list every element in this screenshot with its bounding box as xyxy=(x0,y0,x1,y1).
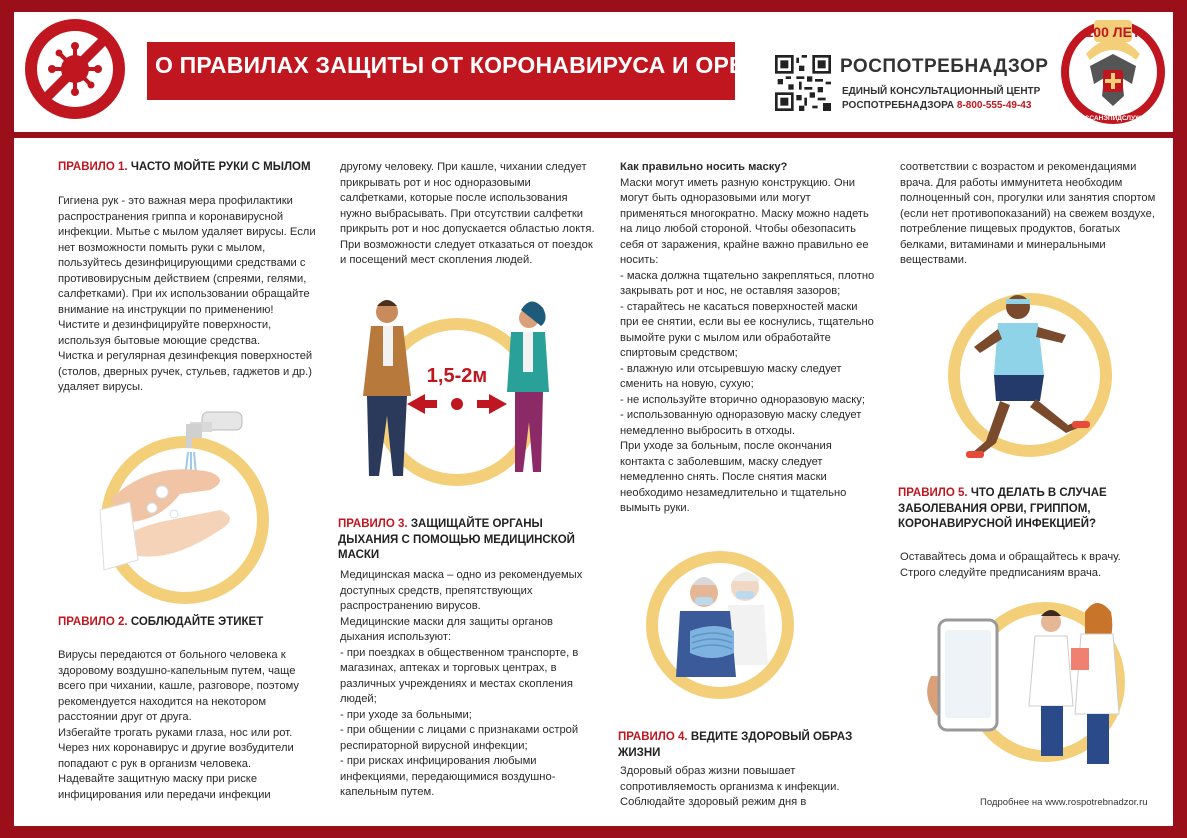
rule3-item-1: - при поездках в общественном транспорте, в магазинах, аптеках и торговых центрах, в различных учреждениях и местах скопления людей; xyxy=(340,646,579,705)
page-title: О ПРАВИЛАХ ЗАЩИТЫ ОТ КОРОНАВИРУСА И ОРВИ xyxy=(155,52,763,78)
qr-code-icon[interactable] xyxy=(775,55,831,111)
rule5-paragraph-1: Оставайтесь дома и обращайтесь к врачу. xyxy=(900,551,1121,563)
no-virus-icon xyxy=(22,16,128,122)
col2-paragraph-1: другому человеку. При кашле, чихании следует прикрывать рот и нос одноразовыми салфетками, которые после использования нужно выбрасывать. При отсутствии салфетки прикрыть рот и нос допускается областью локтя. При возможности следует отказаться от поездок и посещений мест скопления людей. xyxy=(340,161,595,266)
col3-item-5: - использованную одноразовую маску следует немедленно выбросить в отходы. xyxy=(620,409,862,437)
rule5-heading xyxy=(898,486,1138,533)
rule2-title: СОБЛЮДАЙТЕ ЭТИКЕТ xyxy=(130,616,264,628)
col3-item-1: - маска должна тщательно закрепляться, плотно закрывать рот и нос, не оставляя зазоров; xyxy=(620,269,875,297)
rule5-paragraph-2: Строго следуйте предписаниям врача. xyxy=(900,566,1102,579)
masked-people-illustration xyxy=(640,545,800,705)
rule2-paragraph-1: Вирусы передаются от больного человека к здоровому воздушно-капельным путем, чаще всего при чихании, кашле, разговоре, поэтому рекомендуется находится на некотором расстоянии друг от друга. xyxy=(58,649,299,723)
rule5-text xyxy=(900,550,1150,581)
col3-paragraph-2: При уходе за больным, после окончания контакта с заболевшим, маску следует немедленно снять. После снятия маски необходимо незамедлительно и тщательно вымыть руки. xyxy=(620,440,847,514)
rule4-heading xyxy=(618,730,878,761)
rule2-paragraph-2: Избегайте трогать руками глаза, нос или рот. Через них коронавирус и другие возбудители попадают с рук в организм человека. xyxy=(58,726,294,770)
rule2-heading xyxy=(58,615,313,631)
rule4-paragraph-1: Здоровый образ жизни повышает сопротивляемость организма к инфекции. Соблюдайте здоровый режим дня в xyxy=(620,765,840,808)
rule3-number: ПРАВИЛО 3. xyxy=(338,518,408,530)
rule4-number: ПРАВИЛО 4. xyxy=(618,731,688,743)
distance-label: 1,5-2м xyxy=(426,365,488,387)
anniversary-emblem-icon xyxy=(1060,14,1166,128)
rule1-paragraph-2: Чистка и регулярная дезинфекция поверхностей (столов, дверных ручек, стульев, гаджетов и др.) удаляет вирусы. xyxy=(58,350,313,393)
rule3-item-4: - при рисках инфицирования любыми инфекциями, передающимися воздушно-капельным путем. xyxy=(340,755,556,798)
emblem-service-text: ГОССАНЭПИДСЛУЖБА xyxy=(1076,115,1150,122)
rule5-title: ЧТО ДЕЛАТЬ В СЛУЧАЕ ЗАБОЛЕВАНИЯ ОРВИ, ГРИППОМ, КОРОНАВИРУСНОЙ ИНФЕКЦИЕЙ? xyxy=(898,487,1107,530)
rule2-number: ПРАВИЛО 2. xyxy=(58,616,128,628)
org-contact-line xyxy=(842,100,1031,111)
rule1-heading xyxy=(58,160,313,176)
col4-paragraph-1: соответствии с возрастом и рекомендациями врача. Для работы иммунитета необходим полноценный сон, прогулки или занятия спортом (если нет противопоказаний) на свежем воздухе, потребление пищевых продуктов, богатых белками, витаминами и минеральными веществами. xyxy=(900,161,1156,266)
doctors-phone-illustration xyxy=(925,596,1135,776)
rule3-paragraph-2: Медицинские маски для защиты органов дыхания используют: xyxy=(340,615,554,643)
col4-text xyxy=(900,160,1160,269)
rule3-item-2: - при уходе за больными; xyxy=(340,708,472,721)
rule1-paragraph-1: Гигиена рук - это важная мера профилактики распространения гриппа и коронавирусной инфекции. Мытье с мылом удаляет вирусы. Если нет возможности помыть руки с мылом, пользуйтесь дезинфицирующими средствами с противовирусным действием (спреями, гелями, салфетками). При их использовании обращайте внимание на инструкции по применению! Чистите и дезинфицируйте поверхности, используя бытовые моющие средства. xyxy=(58,195,316,347)
rule3-heading xyxy=(338,517,578,564)
col3-item-4: - не используйте вторично одноразовую маску; xyxy=(620,393,865,406)
hotline-phone[interactable]: 8-800-555-49-43 xyxy=(956,100,1032,111)
rule3-title: ЗАЩИЩАЙТЕ ОРГАНЫ ДЫХАНИЯ С ПОМОЩЬЮ МЕДИЦИНСКОЙ МАСКИ xyxy=(338,518,575,561)
emblem-years-text: 100 ЛЕТ xyxy=(1085,24,1141,40)
col3-text xyxy=(620,160,878,517)
footer-more-link[interactable]: Подробнее на www.rospotrebnadzor.ru xyxy=(980,797,1148,808)
mask-subheading: Как правильно носить маску? xyxy=(620,161,788,173)
rule3-paragraph-1: Медицинская маска – одно из рекомендуемых доступных средств, препятствующих распространению вирусов. xyxy=(340,569,583,612)
org-subtitle-2: РОСПОТРЕБНАДЗОРА xyxy=(842,100,955,111)
rule3-text xyxy=(340,568,590,801)
org-subtitle: ЕДИНЫЙ КОНСУЛЬТАЦИОННЫЙ ЦЕНТР xyxy=(842,86,1041,97)
rule2-text xyxy=(58,648,320,803)
rule1-text xyxy=(58,194,318,396)
org-name: РОСПОТРЕБНАДЗОР xyxy=(840,56,1049,77)
col3-item-2: - старайтесь не касаться поверхностей маски при ее снятии, если вы ее коснулись, тщательно вымойте руки с мылом или обработайте спиртовым средством; xyxy=(620,300,874,359)
rule5-number: ПРАВИЛО 5. xyxy=(898,487,968,499)
col3-item-3: - влажную или отсыревшую маску следует сменить на новую, сухую; xyxy=(620,362,842,390)
rule1-title: ЧАСТО МОЙТЕ РУКИ С МЫЛОМ xyxy=(130,161,311,173)
jogging-man-illustration xyxy=(940,285,1120,465)
col3-paragraph-1: Маски могут иметь разную конструкцию. Они могут быть одноразовыми или могут применяться многократно. Маску можно надеть на лицо любой стороной. Чтобы обезопасить себя от заражения, крайне важно правильно ее носить: xyxy=(620,176,869,266)
col2-text xyxy=(340,160,595,269)
rule1-number: ПРАВИЛО 1. xyxy=(58,161,128,173)
rule2-paragraph-3: Надевайте защитную маску при риске инфицирования или передачи инфекции xyxy=(58,773,271,801)
rule4-title: ВЕДИТЕ ЗДОРОВЫЙ ОБРАЗ ЖИЗНИ xyxy=(618,731,853,759)
rule4-text xyxy=(620,764,875,811)
rule3-item-3: - при общении с лицами с признаками острой респираторной вирусной инфекции; xyxy=(340,724,579,752)
hand-washing-illustration xyxy=(90,410,290,610)
social-distance-illustration xyxy=(335,292,575,488)
